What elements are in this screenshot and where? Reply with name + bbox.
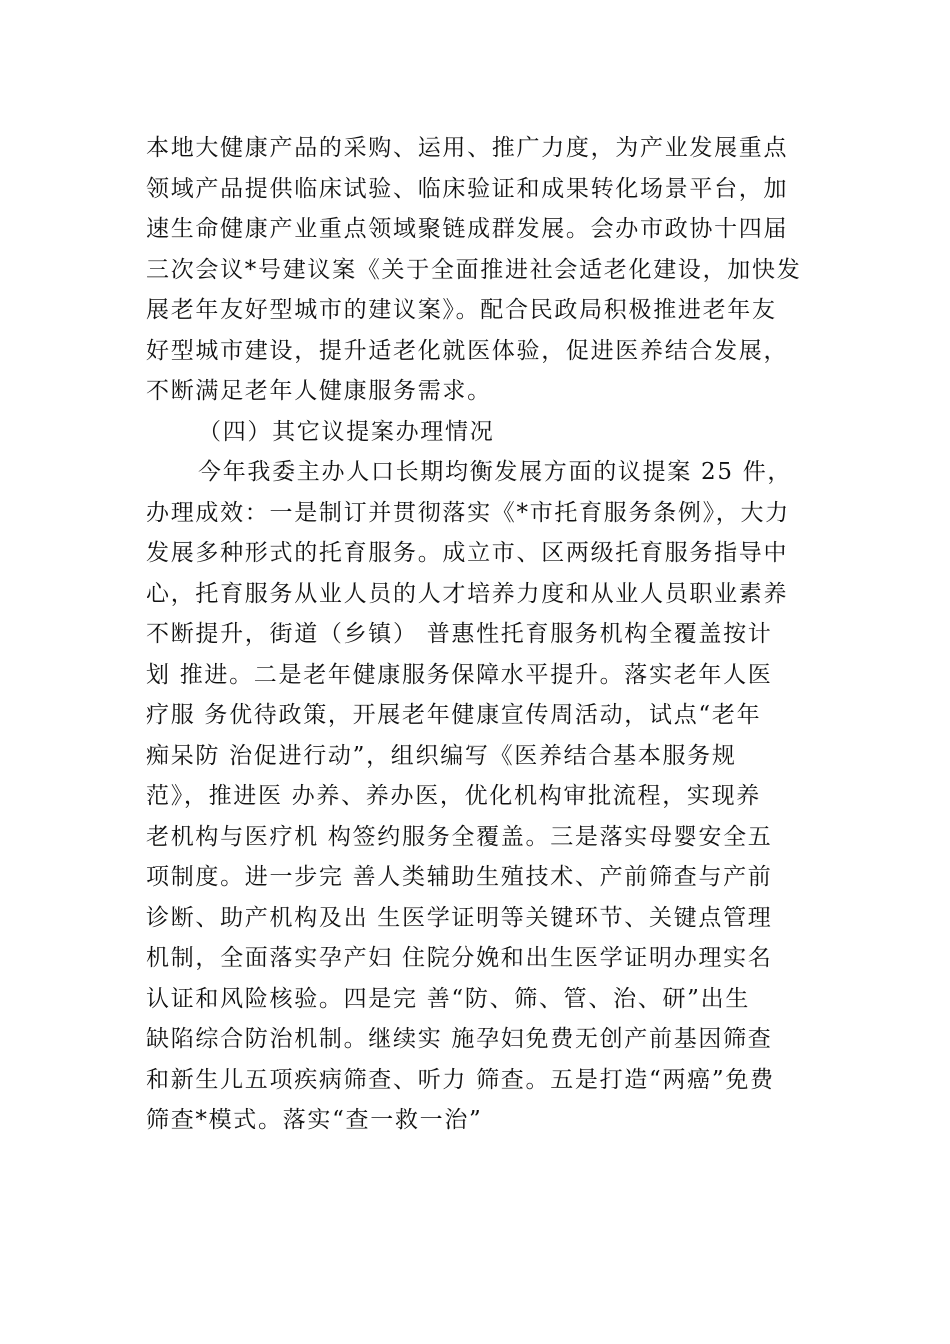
body-text bbox=[146, 128, 826, 1141]
text-line: 认证和风险核验。四是完 善“防、筛、管、治、研”出生 bbox=[146, 985, 751, 1012]
text-line: 心，托育服务从业人员的人才培养力度和从业人员职业素养 bbox=[146, 580, 789, 607]
text-line: 诊断、助产机构及出 生医学证明等关键环节、关键点管理 bbox=[146, 904, 773, 931]
text-line: 办理成效：一是制订并贯彻落实《*市托育服务条例》，大力 bbox=[146, 499, 790, 526]
text-line: 领域产品提供临床试验、临床验证和成果转化场景平台，加 bbox=[146, 175, 789, 202]
text-line: 项制度。进一步完 善人类辅助生殖技术、产前筛查与产前 bbox=[146, 864, 773, 890]
paragraph-first-line: 今年我委主办人口长期均衡发展方面的议提案 25 件， bbox=[198, 459, 793, 485]
text-line: 老机构与医疗机 构签约服务全覆盖。三是落实母婴安全五 bbox=[146, 823, 773, 850]
text-line: 缺陷综合防治机制。继续实 施孕妇免费无创产前基因筛查 bbox=[146, 1026, 773, 1052]
text-line: 疗服 务优待政策，开展老年健康宣传周活动，试点“老年 bbox=[146, 702, 762, 728]
text-line: 筛查*模式。落实“查一救一治” bbox=[146, 1107, 483, 1133]
text-line: 展老年友好型城市的建议案》。配合民政局积极推进老年友 bbox=[146, 297, 777, 323]
text-line: 痴呆防 治促进行动”，组织编写《医养结合基本服务规 bbox=[146, 742, 737, 769]
text-line: 本地大健康产品的采购、运用、推广力度，为产业发展重点 bbox=[146, 135, 789, 161]
text-line: 范》，推进医 办养、养办医，优化机构审批流程，实现养 bbox=[146, 783, 762, 809]
text-line: 和新生儿五项疾病筛查、听力 筛查。五是打造“两癌”免费 bbox=[146, 1066, 775, 1093]
text-line: 机制，全面落实孕产妇 住院分娩和出生医学证明办理实名 bbox=[146, 945, 773, 971]
text-line: 速生命健康产业重点领域聚链成群发展。会办市政协十四届 bbox=[146, 216, 789, 242]
text-line: 划 推进。二是老年健康服务保障水平提升。落实老年人医 bbox=[146, 661, 773, 688]
text-line: 好型城市建设，提升适老化就医体验，促进医养结合发展， bbox=[146, 337, 789, 364]
text-line: 发展多种形式的托育服务。成立市、区两级托育服务指导中 bbox=[146, 540, 789, 566]
text-line: 不断满足老年人健康服务需求。 bbox=[146, 378, 492, 404]
text-line: 三次会议*号建议案《关于全面推进社会适老化建设，加快发 bbox=[146, 256, 802, 283]
text-line: 不断提升，街道（乡镇） 普惠性托育服务机构全覆盖按计 bbox=[146, 621, 773, 647]
section-heading: （四）其它议提案办理情况 bbox=[198, 418, 495, 445]
